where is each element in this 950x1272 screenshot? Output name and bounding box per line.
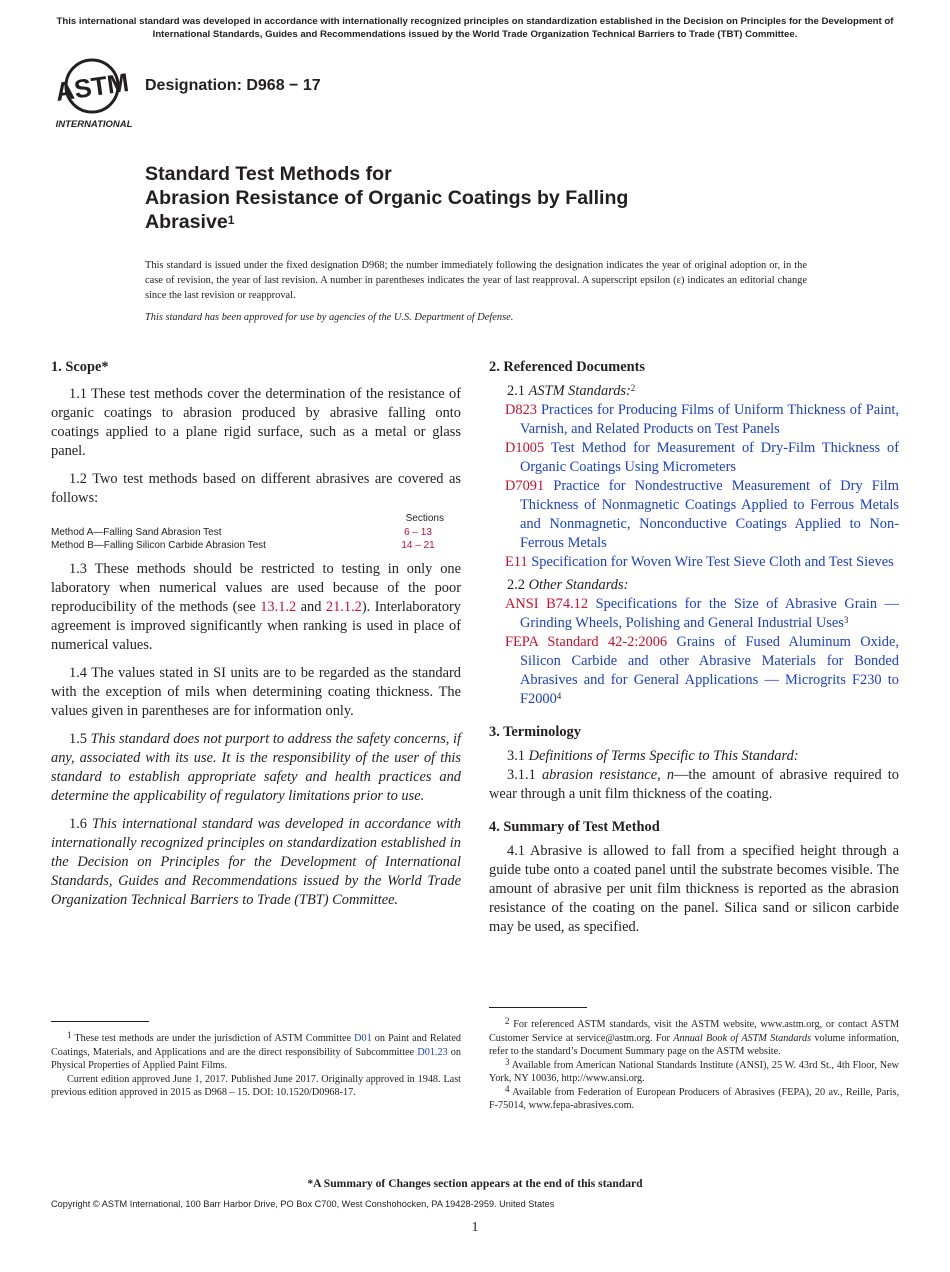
title-line-3: Abrasive$^1$ [145,211,235,233]
methods-table [51,512,444,553]
designation: Designation: D968 − 17 [145,77,321,94]
section-3-heading: 3. Terminology [489,724,581,740]
method-row: Method B—Falling Silicon Carbide Abrasion Test 14 – 21 [51,539,444,553]
footnote-rule-left [51,1021,149,1022]
ref-title-link[interactable]: Specifications for the Size of Abrasive Grain — Grinding Wheels, Polishing and General Industrial Uses [520,596,899,631]
ref-item: FEPA Standard 42-2:2006 Grains of Fused Aluminum Oxide, Silicon Carbide and other Abrasive Materials for Bonded Abrasives and for General Applications — Microgrits F230 to F2000$^4$ [505,634,899,707]
logo-text: INTERNATIONAL [55,119,133,130]
sections-header: Sections [405,513,444,524]
method-sections-link[interactable]: 14 – 21 [401,540,435,551]
para-1-2: 1.2 Two test methods based on different abrasives are covered as follows: [51,471,461,506]
svg-text:ASTM: ASTM [54,67,131,107]
footnotes-right [489,1018,899,1113]
page-number: 1 [471,1220,479,1235]
para-2-1: 2.1 ASTM Standards:$^2$ [507,383,636,399]
dod-approval: This standard has been approved for use by agencies of the U.S. Department of Defense. [145,312,514,323]
method-row: Method A—Falling Sand Abrasion Test 6 – 13 [51,526,444,540]
ref-code-link[interactable]: ANSI B74.12 [505,596,589,612]
ref-item: ANSI B74.12 Specifications for the Size of Abrasive Grain — Grinding Wheels, Polishing and General Industrial Uses$^3$ [505,596,899,631]
para-3-1: 3.1 Definitions of Terms Specific to This Standard: [507,748,799,764]
summary-of-changes-note: *A Summary of Changes section appears at the end of this standard [307,1177,643,1190]
ref-code-link[interactable]: E11 [505,554,528,570]
ref-code-link[interactable]: D7091 [505,478,545,494]
subcommittee-d01-23-link[interactable]: D01.23 [417,1046,448,1058]
left-column [51,358,461,910]
footnote-3: $^3$ Available from American National Standards Institute (ANSI), 25 W. 43rd St., 4th Floor, New York, NY 10036, http://www.ansi.org. [489,1056,899,1084]
ref-title-link[interactable]: Grains of Fused Aluminum Oxide, Silicon Carbide and other Abrasive Materials for Bonded Abrasives and for General Applications — Microgrits F230 to F2000 [520,634,899,707]
para-2-2: 2.2 Other Standards: [507,577,629,593]
committee-d01-link[interactable]: D01 [354,1033,372,1044]
para-4-1: 4.1 Abrasive is allowed to fall from a specified height through a guide tube onto a coated panel until the substrate becomes visible. The amount of abrasive per unit film thickness is reported as the abrasion resistance of the coating on the panel. Silica sand or silicon carbide may be used, as specified. [489,843,899,935]
section-2-heading: 2. Referenced Documents [489,359,645,375]
edition-note: Current edition approved June 1, 2017. Published June 2017. Originally approved in 1948. Last previous edition approved in 2015 as D968 – 15. DOI: 10.1520/D0968-17. [51,1073,461,1098]
para-1-6: 1.6 This international standard was developed in accordance with internationally recognized principles on standardization established in the Decision on Principles for the Development of International Standards, Guides and Recommendations issued by the World Trade Organization Technical Barriers to Trade (TBT) Committee. [51,815,461,908]
footnote-2: $^2$ For referenced ASTM standards, visit the ASTM website, www.astm.org, or contact ASTM Customer Service at service@astm.org. For Annual Book of ASTM Standards volume information, refer to the standard’s Document Summary page on the ASTM website. [489,1016,899,1057]
para-1-1: 1.1 These test methods cover the determination of the resistance of organic coatings to abrasion produced by abrasive falling onto coatings applied to a plane rigid surface, such as a metal or glass panel. [51,386,461,459]
copyright: Copyright © ASTM International, 100 Barr Harbor Drive, PO Box C700, West Conshohocken, PA 19428-2959. United States [51,1199,555,1209]
title-line-2: Abrasion Resistance of Organic Coatings by Falling [145,187,629,209]
section-1-heading: 1. Scope* [51,359,109,375]
ref-title-link[interactable]: Practice for Nondestructive Measurement of Dry Film Thickness of Nonmagnetic Coatings Applied to Ferrous Metals and Nonmagnetic, Nonconductive Coatings Applied to Non-Ferrous Metals [520,478,899,551]
ref-13-1-2-link[interactable]: 13.1.2 [260,598,297,615]
footnote-1: $^1$ These test methods are under the jurisdiction of ASTM Committee D01 on Paint and Related Coatings, Materials, and Applications and are the direct responsibility of Subcommittee D01.23 on Physical Properties of Applied Paint Films. [51,1030,461,1071]
ref-item [489,477,899,553]
title-line-1: Standard Test Methods for [145,163,392,185]
ref-item [489,401,899,439]
ref-code-link[interactable]: FEPA Standard 42-2:2006 [505,634,668,650]
para-1-5: 1.5 This standard does not purport to address the safety concerns, if any, associated with its use. It is the responsibility of the user of this standard to establish appropriate safety and health practices and determine the applicability of regulatory limitations prior to use. [51,730,461,804]
document-title [145,162,825,234]
para-1-4: 1.4 The values stated in SI units are to be regarded as the standard with the exception of mils when determining coating thickness. The values given in parentheses are for information only. [51,664,461,719]
ref-item [489,439,899,477]
footnote-4: $^4$ Available from Federation of European Producers of Abrasives (FEPA), 20 av., Reille, Paris, F-75014, www.fepa-abrasives.com. [489,1083,899,1111]
ref-21-1-2-link[interactable]: 21.1.2 [325,598,362,615]
header-notice: This international standard was developed in accordance with internationally recognized principles on standardization established in the Decision on Principles for the Development of International Standards, Guides and Recommendations issued by the World Trade Organization Technical Barriers to Trade (TBT) Committee. [56,16,894,40]
ref-code-link[interactable]: D1005 [505,440,545,456]
ref-title-link[interactable]: Specification for Woven Wire Test Sieve Cloth and Test Sieves [531,554,894,570]
ref-code-link[interactable]: D823 [505,402,537,418]
issuance-statement: This standard is issued under the fixed designation D968; the number immediately following the designation indicates the year of original adoption or, in the case of revision, the year of last revision. A number in parentheses indicates the year of last reapproval. A superscript epsilon (ε) indicates an editorial change since the last revision or reapproval. [145,260,807,301]
ref-title-link[interactable]: Practices for Producing Films of Uniform Thickness of Paint, Varnish, and Related Products on Test Panels [520,402,899,437]
ref-title-link[interactable]: Test Method for Measurement of Dry-Film Thickness of Organic Coatings Using Micrometers [520,440,900,475]
method-sections-link[interactable]: 6 – 13 [404,526,432,538]
astm-international-logo [54,56,134,132]
para-1-3: 1.3 These methods should be restricted to testing in only one laboratory when numerical values are used because of the poor reproducibility of the methods (see 13.1.2 and 21.1.2). Interlaboratory agreement is improved significantly when ranking is used in place of numerical values. [51,560,462,653]
title-footnote-mark: 1 [227,213,235,227]
footnotes-left [51,1032,461,1100]
astm-logo-icon [54,56,134,132]
ref-item [489,553,899,572]
right-column [489,358,899,937]
footnote-rule-right [489,1007,587,1008]
para-3-1-1: 3.1.1 abrasion resistance, n—the amount of abrasive required to wear through a unit film thickness of the coating. [489,767,899,802]
section-4-heading: 4. Summary of Test Method [489,819,660,835]
